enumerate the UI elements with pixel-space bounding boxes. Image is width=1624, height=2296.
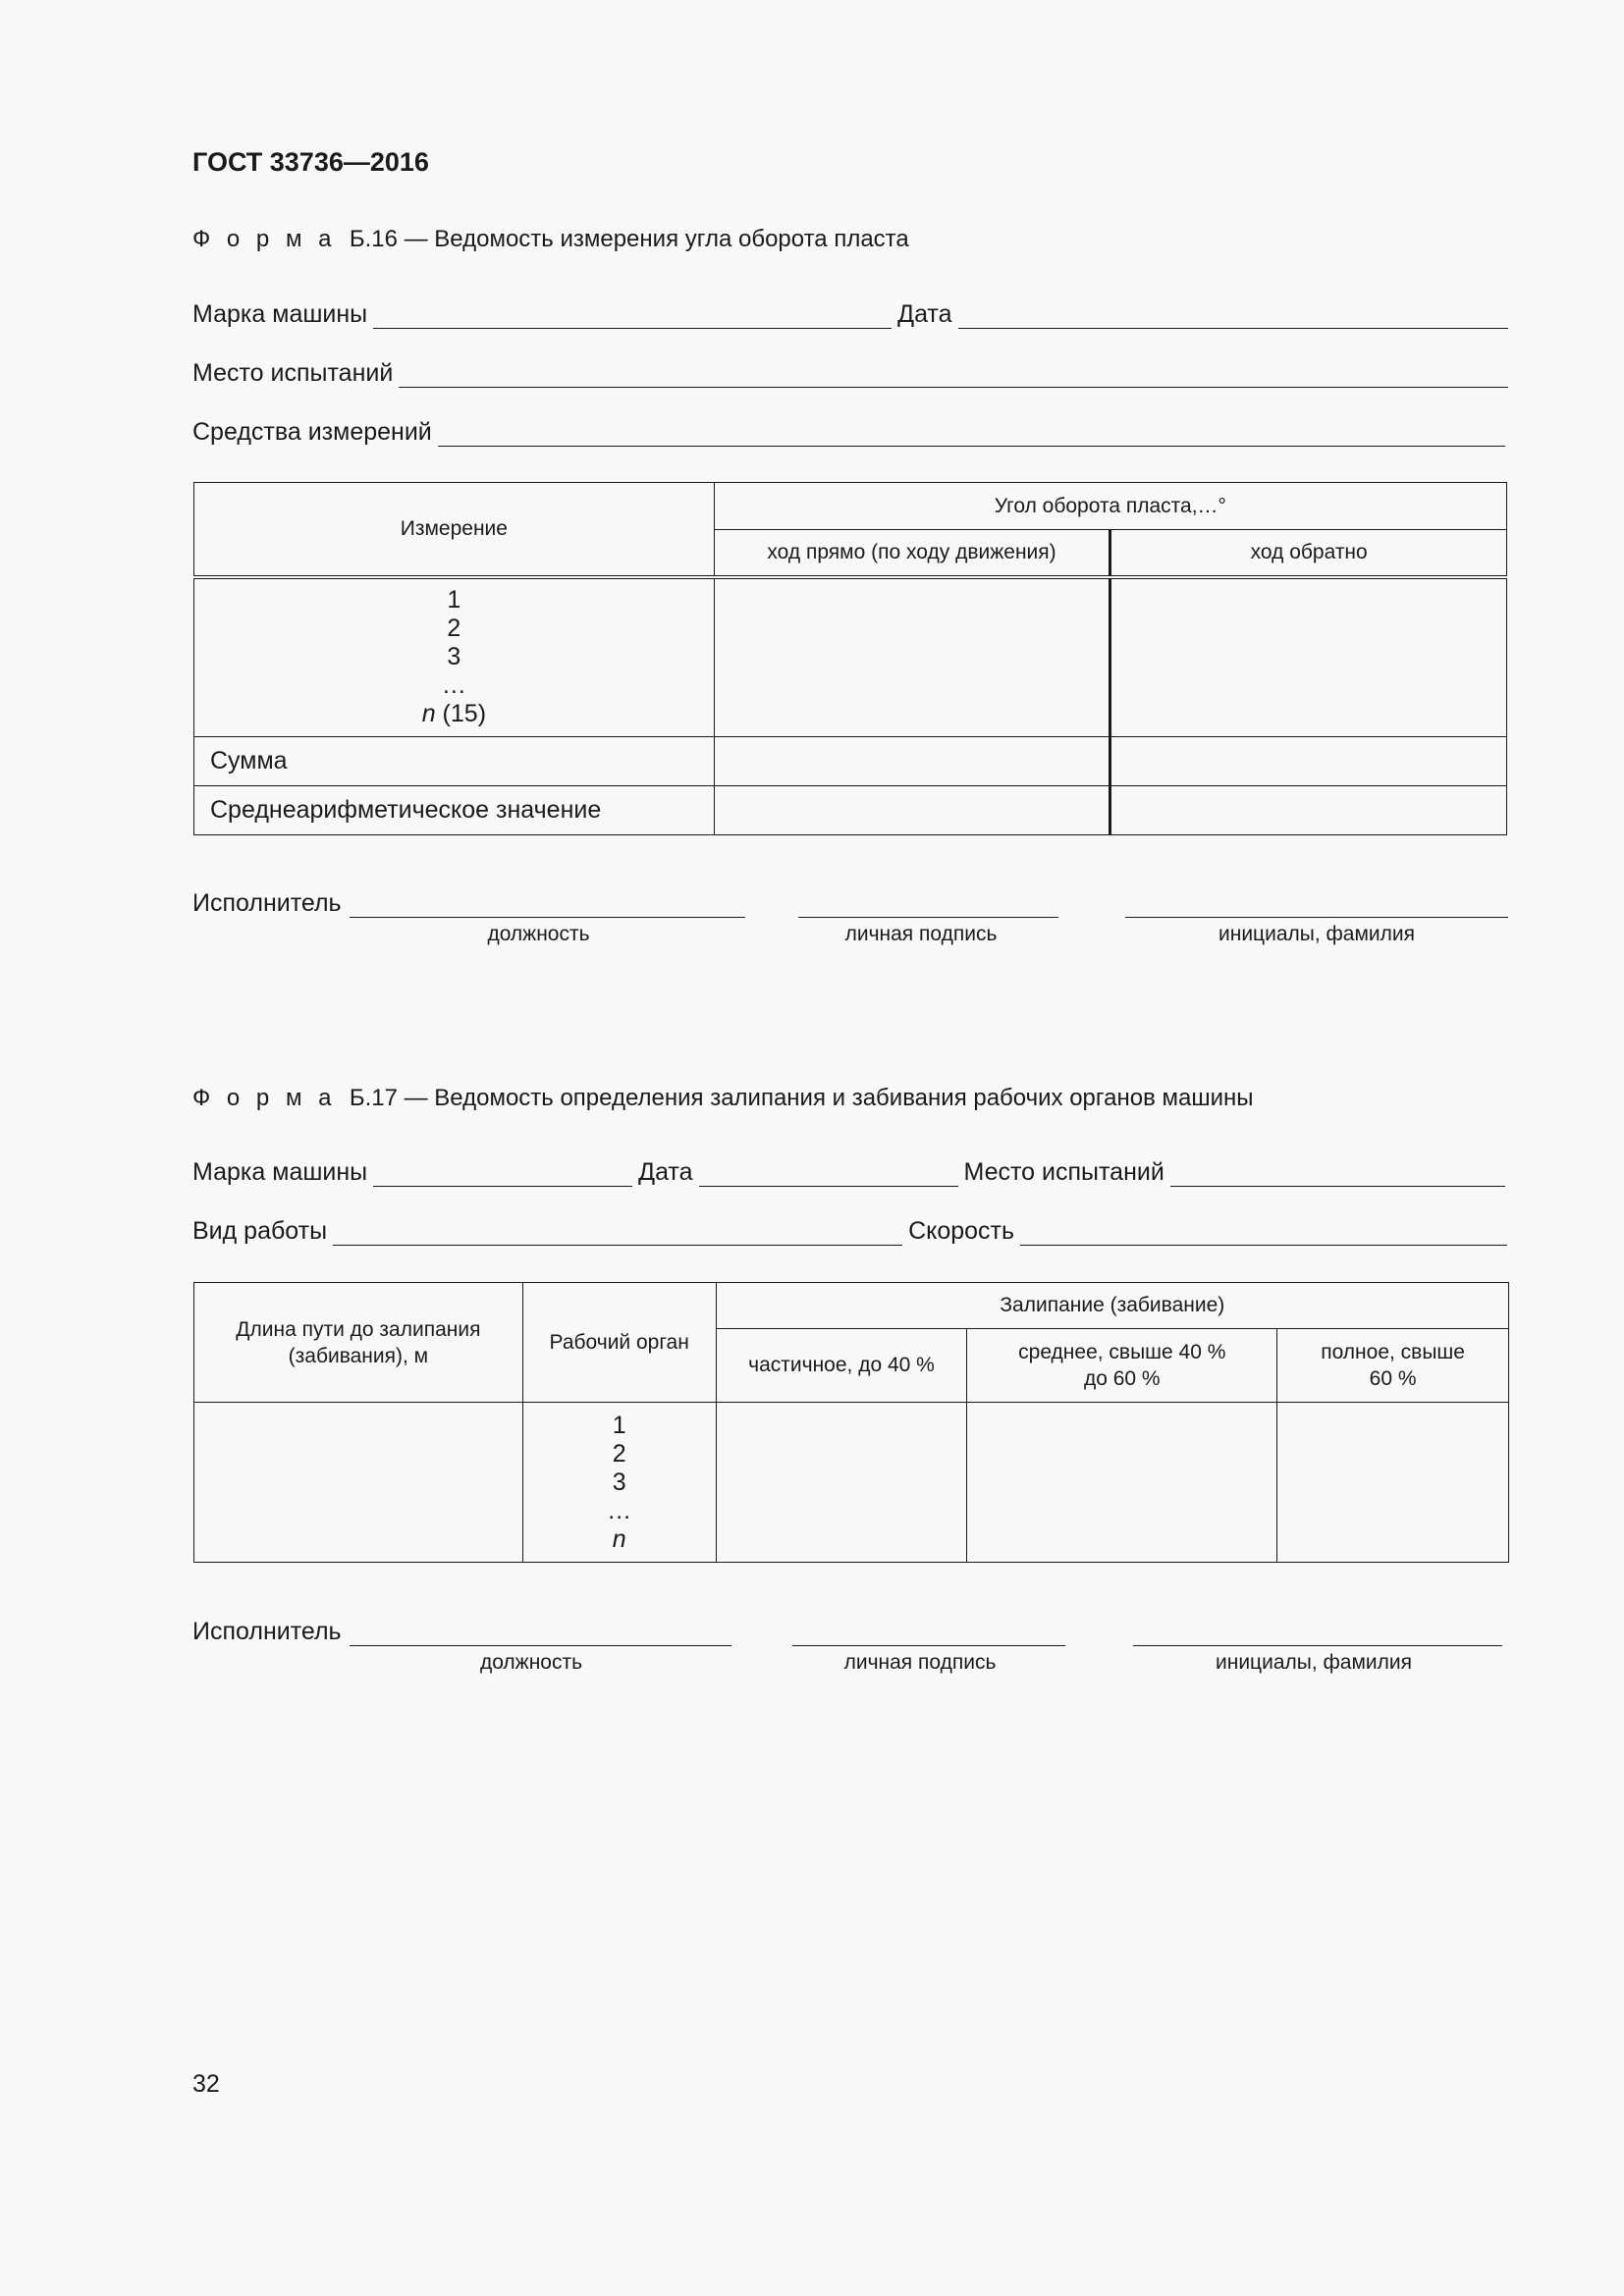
form17-title [192, 1085, 1254, 1112]
form17-speed-label: Скорость [908, 1217, 1015, 1245]
form16-machine-field[interactable] [373, 306, 892, 329]
form16-instruments-row [192, 418, 1505, 447]
form17-cell-partial-values[interactable] [716, 1403, 967, 1563]
form16-col-back: ход обратно [1110, 530, 1507, 577]
form16-num-1: 1 [447, 586, 461, 614]
form16-instruments-field[interactable] [438, 424, 1505, 447]
form17-signature-line[interactable] [792, 1616, 1065, 1646]
form17-machine-date-place-row [192, 1158, 1505, 1187]
form17-num-ellipsis: … [607, 1496, 632, 1524]
form16-signature-label: Исполнитель [192, 889, 342, 917]
form17-machine-label: Марка машины [192, 1158, 368, 1186]
form17-date-field[interactable] [699, 1164, 958, 1187]
form17-col-medium-line1: среднее, свыше 40 % [1018, 1341, 1226, 1363]
form17-col-group: Залипание (забивание) [716, 1283, 1508, 1329]
form16-name-line[interactable] [1125, 887, 1508, 918]
form17-machine-field[interactable] [373, 1164, 632, 1187]
form16-num-ellipsis: … [441, 671, 466, 700]
form17-cell-medium-values[interactable] [967, 1403, 1277, 1563]
form17-signature-label: Исполнитель [192, 1618, 342, 1645]
form17-title-text: Б.17 — Ведомость определения залипания и забивания рабочих органов машины [349, 1085, 1254, 1111]
page-number: 32 [192, 2070, 220, 2098]
form17-speed-field[interactable] [1020, 1223, 1507, 1246]
form17-num-1: 1 [612, 1411, 626, 1439]
form17-num-n: n [612, 1524, 626, 1553]
document-header: ГОСТ 33736—2016 [192, 147, 429, 177]
form16-machine-date-row [192, 300, 1508, 329]
form16-num-n-suffix: (15) [435, 700, 487, 728]
form17-table [193, 1282, 1509, 1563]
form16-prefix: Ф о р м а [192, 226, 337, 252]
form17-col-medium [967, 1329, 1277, 1403]
form17-position-line[interactable] [350, 1616, 731, 1646]
form16-cell-mean-back[interactable] [1110, 786, 1507, 835]
form17-work-type-label: Вид работы [192, 1217, 328, 1245]
form16-col-forward: ход прямо (по ходу движения) [714, 530, 1110, 577]
form16-num-n: n [421, 700, 436, 728]
form16-num-2: 2 [447, 614, 461, 643]
form16-cell-forward-values[interactable] [714, 577, 1110, 737]
form16-cap-signature: личная подпись [844, 923, 998, 945]
form16-cap-position: должность [487, 923, 590, 945]
form17-num-2: 2 [612, 1439, 626, 1468]
form16-cell-mean-forward[interactable] [714, 786, 1110, 835]
form17-number-list [522, 1403, 716, 1563]
form16-title [192, 226, 909, 253]
form16-place-field[interactable] [399, 365, 1508, 388]
form17-cap-position: должность [479, 1651, 583, 1674]
form16-cap-name: инициалы, фамилия [1218, 923, 1415, 945]
form16-cell-sum-back[interactable] [1110, 737, 1507, 786]
form16-num-3: 3 [447, 643, 461, 671]
form16-col-measure: Измерение [194, 483, 715, 577]
form16-col-group: Угол оборота пласта,…° [714, 483, 1506, 530]
form17-col-full [1277, 1329, 1509, 1403]
form16-date-field[interactable] [958, 306, 1509, 329]
form17-date-label: Дата [638, 1158, 693, 1186]
form17-col-full-line2: 60 % [1369, 1367, 1417, 1390]
form17-num-3: 3 [612, 1468, 626, 1496]
form16-cell-sum-forward[interactable] [714, 737, 1110, 786]
form16-date-label: Дата [897, 300, 952, 328]
form16-row-mean-label: Среднеарифметическое значение [194, 786, 715, 835]
form17-prefix: Ф о р м а [192, 1085, 337, 1111]
form17-num-last [523, 1525, 716, 1554]
form16-signature-line[interactable] [798, 887, 1058, 918]
form17-col-organ: Рабочий орган [522, 1283, 716, 1403]
form17-cell-path-values[interactable] [194, 1403, 523, 1563]
form16-table [193, 482, 1507, 835]
form17-cap-name: инициалы, фамилия [1216, 1651, 1412, 1674]
form17-col-full-line1: полное, свыше [1321, 1341, 1465, 1363]
form17-work-type-field[interactable] [333, 1223, 902, 1246]
form17-col-medium-line2: до 60 % [1083, 1367, 1161, 1390]
form16-number-list [194, 577, 715, 737]
form16-place-label: Место испытаний [192, 359, 394, 387]
form17-name-line[interactable] [1133, 1616, 1502, 1646]
form16-machine-label: Марка машины [192, 300, 368, 328]
form16-title-text: Б.16 — Ведомость измерения угла оборота пласта [349, 226, 909, 252]
form17-place-label: Место испытаний [963, 1158, 1164, 1186]
form17-work-speed-row [192, 1217, 1507, 1246]
form16-cell-back-values[interactable] [1110, 577, 1507, 737]
form17-col-partial: частичное, до 40 % [716, 1329, 967, 1403]
form17-cell-full-values[interactable] [1277, 1403, 1509, 1563]
form16-num-last [194, 700, 714, 728]
form17-col-path: Длина пути до залипания (забивания), м [194, 1283, 523, 1403]
form16-position-line[interactable] [350, 887, 745, 918]
form16-row-sum-label: Сумма [194, 737, 715, 786]
form17-place-field[interactable] [1170, 1164, 1505, 1187]
form16-place-row [192, 359, 1508, 388]
form16-instruments-label: Средства измерений [192, 418, 432, 446]
form17-cap-signature: личная подпись [843, 1651, 997, 1674]
